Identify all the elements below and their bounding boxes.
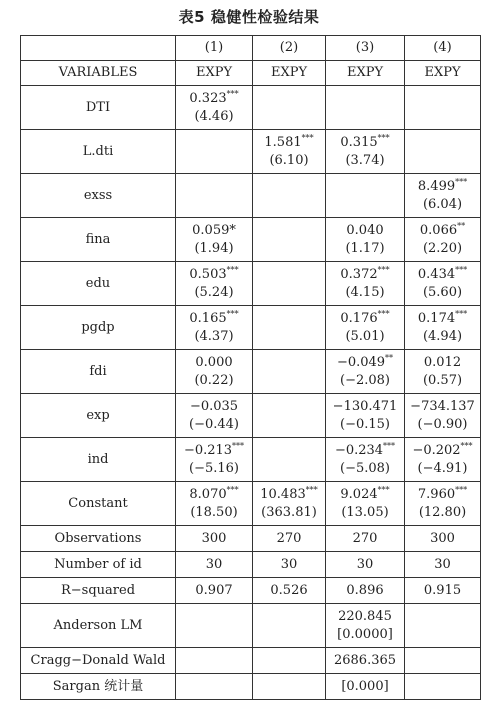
test-value xyxy=(176,674,253,700)
t-statistic: (5.60) xyxy=(422,284,463,300)
variable-label: ind xyxy=(21,438,176,482)
test-value xyxy=(326,604,405,648)
t-statistic: (−2.08) xyxy=(340,372,390,388)
stat-row xyxy=(21,552,481,578)
t-statistic: (1.17) xyxy=(345,240,385,256)
column-label-cell: VARIABLES xyxy=(21,61,176,86)
coef-cell xyxy=(326,218,405,262)
coefficient-value: 0.012 xyxy=(423,354,462,370)
coefficient xyxy=(176,310,252,328)
column-number-cell: (3) xyxy=(326,36,405,61)
coef-cell xyxy=(253,350,326,394)
significance-stars: *** xyxy=(226,265,239,275)
test-value xyxy=(253,648,326,674)
test-value xyxy=(405,674,481,700)
significance-stars: *** xyxy=(305,485,318,495)
stat-label: Number of id xyxy=(21,552,176,578)
stat-value: 0.896 xyxy=(326,578,405,604)
coef-cell xyxy=(326,438,405,482)
coefficient-value: −0.202 xyxy=(412,442,461,458)
coef-cell xyxy=(326,306,405,350)
coef-cell xyxy=(253,174,326,218)
coefficient xyxy=(326,486,404,504)
stat-label: Observations xyxy=(21,526,176,552)
significance-stars: *** xyxy=(377,485,390,495)
t-statistic: (−4.91) xyxy=(417,460,468,476)
significance-stars: ** xyxy=(457,221,466,231)
coefficient-value: 0.165 xyxy=(189,310,227,326)
coef-cell xyxy=(405,130,481,174)
coef-cell xyxy=(253,306,326,350)
coefficient-value: 0.503 xyxy=(189,266,227,282)
coefficient xyxy=(405,442,480,460)
test-value-line: 220.845 xyxy=(338,608,392,624)
coefficient-value: 0.372 xyxy=(340,266,378,282)
coefficient xyxy=(405,266,480,284)
t-statistic: (−0.90) xyxy=(417,416,468,432)
column-label-cell: EXPY xyxy=(326,61,405,86)
coef-cell xyxy=(176,262,253,306)
test-row xyxy=(21,674,481,700)
significance-stars: *** xyxy=(226,89,239,99)
coef-cell xyxy=(253,394,326,438)
stat-row xyxy=(21,578,481,604)
column-label-cell: EXPY xyxy=(176,61,253,86)
test-value xyxy=(176,604,253,648)
coef-cell xyxy=(405,86,481,130)
t-statistic: (6.04) xyxy=(422,196,463,212)
coefficient-value: 9.024 xyxy=(340,486,378,502)
stat-value: 300 xyxy=(405,526,481,552)
test-value xyxy=(405,604,481,648)
stat-value: 0.526 xyxy=(253,578,326,604)
coef-cell xyxy=(253,130,326,174)
coef-row xyxy=(21,306,481,350)
coefficient xyxy=(176,354,252,372)
coef-cell xyxy=(176,306,253,350)
coefficient-value: −0.213 xyxy=(183,442,233,458)
coefficient-value: 0.059* xyxy=(192,222,236,238)
coef-cell xyxy=(176,394,253,438)
coefficient-value: 1.581 xyxy=(264,134,302,150)
variable-label: fdi xyxy=(21,350,176,394)
coef-cell xyxy=(326,394,405,438)
coefficient xyxy=(176,398,252,416)
t-statistic: (2.20) xyxy=(422,240,463,256)
coefficient-value: 0.323 xyxy=(189,90,227,106)
coefficient xyxy=(176,486,252,504)
t-statistic: (18.50) xyxy=(190,504,238,520)
stat-value: 30 xyxy=(405,552,481,578)
stat-value: 30 xyxy=(253,552,326,578)
coefficient-value: 7.960 xyxy=(417,486,456,502)
coef-cell xyxy=(253,86,326,130)
t-statistic: (4.94) xyxy=(422,328,463,344)
test-value-line: [0.0000] xyxy=(337,626,393,642)
coefficient-value: 0.434 xyxy=(417,266,456,282)
variable-label: edu xyxy=(21,262,176,306)
test-value-line: [0.000] xyxy=(341,678,389,694)
test-value xyxy=(405,648,481,674)
coefficient xyxy=(326,266,404,284)
coefficient xyxy=(405,398,480,416)
test-row xyxy=(21,648,481,674)
robustness-results-table xyxy=(20,35,481,700)
stat-row xyxy=(21,526,481,552)
variable-label: L.dti xyxy=(21,130,176,174)
stat-label: R−squared xyxy=(21,578,176,604)
significance-stars: *** xyxy=(455,265,468,275)
coef-row xyxy=(21,86,481,130)
header-row-labels xyxy=(21,61,481,86)
coefficient-value: 10.483 xyxy=(260,486,306,502)
coef-cell xyxy=(405,306,481,350)
column-number-cell: (4) xyxy=(405,36,481,61)
significance-stars: *** xyxy=(455,177,468,187)
coef-cell xyxy=(253,482,326,526)
column-number-cell xyxy=(21,36,176,61)
test-value xyxy=(326,674,405,700)
significance-stars: *** xyxy=(301,133,314,143)
coef-cell xyxy=(405,350,481,394)
coefficient-value: 0.176 xyxy=(340,310,378,326)
coefficient xyxy=(326,398,404,416)
t-statistic: (1.94) xyxy=(194,240,234,256)
coef-cell xyxy=(405,482,481,526)
coef-cell xyxy=(326,86,405,130)
coefficient xyxy=(176,266,252,284)
significance-stars: *** xyxy=(226,485,239,495)
column-number-cell: (1) xyxy=(176,36,253,61)
coef-cell xyxy=(405,218,481,262)
coefficient-value: 8.070 xyxy=(189,486,227,502)
t-statistic: (13.05) xyxy=(341,504,389,520)
coefficient xyxy=(326,354,404,372)
coef-cell xyxy=(326,130,405,174)
column-label-cell: EXPY xyxy=(405,61,481,86)
coef-row xyxy=(21,262,481,306)
coefficient xyxy=(253,134,325,152)
t-statistic: (6.10) xyxy=(269,152,309,168)
significance-stars: *** xyxy=(232,441,245,451)
coef-row xyxy=(21,174,481,218)
coef-cell xyxy=(405,394,481,438)
t-statistic: (−0.44) xyxy=(189,416,239,432)
stat-value: 300 xyxy=(176,526,253,552)
significance-stars: *** xyxy=(377,265,390,275)
coef-cell xyxy=(253,262,326,306)
coefficient-value: −130.471 xyxy=(332,398,398,414)
column-number-cell: (2) xyxy=(253,36,326,61)
coefficient xyxy=(326,310,404,328)
t-statistic: (−5.08) xyxy=(340,460,390,476)
significance-stars: *** xyxy=(383,441,396,451)
coef-row xyxy=(21,394,481,438)
coefficient-value: −0.234 xyxy=(334,442,384,458)
coef-row xyxy=(21,350,481,394)
t-statistic: (−5.16) xyxy=(189,460,239,476)
coef-row xyxy=(21,438,481,482)
coefficient xyxy=(405,310,480,328)
stat-value: 0.907 xyxy=(176,578,253,604)
significance-stars: *** xyxy=(377,133,390,143)
coefficient-value: 0.066 xyxy=(419,222,458,238)
variable-label: exp xyxy=(21,394,176,438)
coefficient-value: 0.315 xyxy=(340,134,378,150)
test-value xyxy=(253,674,326,700)
test-row xyxy=(21,604,481,648)
coefficient xyxy=(253,486,325,504)
coef-row xyxy=(21,130,481,174)
test-value xyxy=(253,604,326,648)
coefficient-value: −0.049 xyxy=(336,354,386,370)
stat-value: 30 xyxy=(326,552,405,578)
coefficient-value: 0.000 xyxy=(195,354,233,370)
test-label: Anderson LM xyxy=(21,604,176,648)
coefficient xyxy=(405,486,480,504)
variable-label: pgdp xyxy=(21,306,176,350)
significance-stars: ** xyxy=(385,353,394,363)
coefficient xyxy=(176,90,252,108)
table-title: 表5 稳健性检验结果 xyxy=(178,8,320,26)
coef-cell xyxy=(326,350,405,394)
header-row-numbers xyxy=(21,36,481,61)
coefficient-value: 0.040 xyxy=(346,222,384,238)
coefficient xyxy=(405,178,480,196)
stat-value: 270 xyxy=(253,526,326,552)
significance-stars: *** xyxy=(377,309,390,319)
variable-label: Constant xyxy=(21,482,176,526)
coef-cell xyxy=(405,438,481,482)
t-statistic: (−0.15) xyxy=(340,416,390,432)
significance-stars: *** xyxy=(455,309,468,319)
t-statistic: (0.57) xyxy=(422,372,463,388)
coef-cell xyxy=(326,482,405,526)
coef-cell xyxy=(176,130,253,174)
t-statistic: (5.01) xyxy=(345,328,385,344)
stat-value: 270 xyxy=(326,526,405,552)
coef-cell xyxy=(176,86,253,130)
t-statistic: (5.24) xyxy=(194,284,234,300)
coefficient xyxy=(405,354,480,372)
coef-row xyxy=(21,218,481,262)
coef-row xyxy=(21,482,481,526)
t-statistic: (4.37) xyxy=(194,328,234,344)
coefficient xyxy=(405,222,480,240)
variable-label: fina xyxy=(21,218,176,262)
test-label: Sargan 统计量 xyxy=(21,674,176,700)
test-value xyxy=(176,648,253,674)
coef-cell xyxy=(253,218,326,262)
test-label: Cragg−Donald Wald xyxy=(21,648,176,674)
test-value xyxy=(326,648,405,674)
significance-stars: *** xyxy=(455,485,468,495)
t-statistic: (4.46) xyxy=(194,108,234,124)
coefficient xyxy=(176,222,252,240)
column-label-cell: EXPY xyxy=(253,61,326,86)
coefficient xyxy=(326,222,404,240)
coefficient-value: −734.137 xyxy=(410,398,475,414)
coefficient-value: 8.499 xyxy=(417,178,456,194)
coef-cell xyxy=(176,482,253,526)
t-statistic: (12.80) xyxy=(418,504,467,520)
coef-cell xyxy=(405,262,481,306)
coefficient xyxy=(326,134,404,152)
coef-cell xyxy=(326,262,405,306)
t-statistic: (363.81) xyxy=(261,504,317,520)
coef-cell xyxy=(176,174,253,218)
variable-label: DTI xyxy=(21,86,176,130)
t-statistic: (4.15) xyxy=(345,284,385,300)
significance-stars: *** xyxy=(460,441,473,451)
coefficient xyxy=(176,442,252,460)
t-statistic: (3.74) xyxy=(345,152,385,168)
coefficient-value: 0.174 xyxy=(417,310,456,326)
stat-value: 30 xyxy=(176,552,253,578)
coef-cell xyxy=(405,174,481,218)
test-value-line: 2686.365 xyxy=(333,652,397,668)
t-statistic: (0.22) xyxy=(194,372,234,388)
coef-cell xyxy=(326,174,405,218)
coefficient-value: −0.035 xyxy=(189,398,239,414)
coef-cell xyxy=(176,438,253,482)
coefficient xyxy=(326,442,404,460)
coef-cell xyxy=(176,218,253,262)
coef-cell xyxy=(176,350,253,394)
coef-cell xyxy=(253,438,326,482)
significance-stars: *** xyxy=(226,309,239,319)
stat-value: 0.915 xyxy=(405,578,481,604)
variable-label: exss xyxy=(21,174,176,218)
